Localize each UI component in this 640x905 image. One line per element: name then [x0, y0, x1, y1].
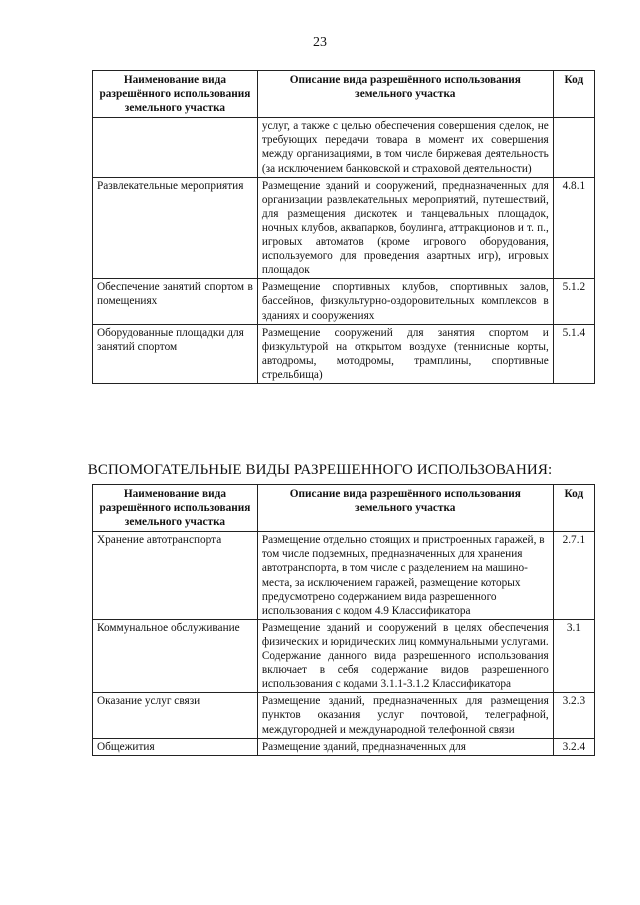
use-description: Размещение сооружений для занятия спортом и физкультурой на открытом воздухе (теннисные корты, автодромы, мотодромы, трамплины, спортивные стрельбища): [257, 324, 553, 383]
header-code: Код: [553, 485, 594, 532]
table-row: [93, 693, 595, 738]
use-name: Оборудованные площадки для занятий спортом: [93, 324, 258, 383]
use-description: услуг, а также с целью обеспечения совершения сделок, не требующих передачи товара в момент их совершения между организациями, в том числе биржевая деятельность (за исключением банковской и страховой деятельности): [257, 118, 553, 177]
table-row: [93, 532, 595, 620]
use-name: Хранение автотранспорта: [93, 532, 258, 620]
use-code: 2.7.1: [553, 532, 594, 620]
use-description: Размещение зданий и сооружений, предназначенных для организации развлекательных мероприятий, путешествий, для размещения дискотек и танцевальных площадок, ночных клубов, аквапарков, боулинга, аттракционов и т. п., игровых автоматов (кроме игрового оборудования, используемого для проведения азартных игр), игровых площадок: [257, 177, 553, 279]
use-code: 5.1.2: [553, 279, 594, 324]
header-name: Наименование вида разрешённого использования земельного участка: [93, 71, 258, 118]
use-code: 3.2.4: [553, 738, 594, 755]
use-name: Обеспечение занятий спортом в помещениях: [93, 279, 258, 324]
use-code: 3.1: [553, 619, 594, 692]
header-code: Код: [553, 71, 594, 118]
table-row: [93, 279, 595, 324]
table-row: [93, 619, 595, 692]
use-code: 5.1.4: [553, 324, 594, 383]
header-name: Наименование вида разрешённого использования земельного участка: [93, 485, 258, 532]
use-code: 4.8.1: [553, 177, 594, 279]
use-code: [553, 118, 594, 177]
use-name: Оказание услуг связи: [93, 693, 258, 738]
table-row: [93, 324, 595, 383]
use-description: Размещение зданий, предназначенных для размещения пунктов оказания услуг почтовой, телеграфной, междугородней и международной телефонной связи: [257, 693, 553, 738]
auxiliary-permitted-use-table: [92, 484, 595, 756]
table-row: [93, 738, 595, 755]
aux-section-title: ВСПОМОГАТЕЛЬНЫЕ ВИДЫ РАЗРЕШЕННОГО ИСПОЛЬЗОВАНИЯ:: [87, 462, 553, 478]
main-permitted-use-table: [92, 70, 595, 384]
use-name: Общежития: [93, 738, 258, 755]
use-name: [93, 118, 258, 177]
use-description: Размещение зданий и сооружений в целях обеспечения физических и юридических лиц коммунальными услугами. Содержание данного вида разрешенного использования включает в себя содержание видов разрешенного использования с кодами 3.1.1-3.1.2 Классификатора: [257, 619, 553, 692]
use-name: Развлекательные мероприятия: [93, 177, 258, 279]
table-header-row: [93, 71, 595, 118]
use-code: 3.2.3: [553, 693, 594, 738]
header-description: Описание вида разрешённого использования земельного участка: [257, 71, 553, 118]
table-row: [93, 177, 595, 279]
use-description: Размещение отдельно стоящих и пристроенных гаражей, в том числе подземных, предназначенных для хранения автотранспорта, в том числе с разделением на машино-места, за исключением гаражей, размещение которых предусмотрено содержанием вида разрешенного использования с кодом 4.9 Классификатора: [257, 532, 553, 620]
table-row: [93, 118, 595, 177]
use-description: Размещение спортивных клубов, спортивных залов, бассейнов, физкультурно-оздоровительных комплексов в зданиях и сооружениях: [257, 279, 553, 324]
use-name: Коммунальное обслуживание: [93, 619, 258, 692]
page-number: 23: [313, 35, 327, 50]
use-description: Размещение зданий, предназначенных для: [257, 738, 553, 755]
header-description: Описание вида разрешённого использования земельного участка: [257, 485, 553, 532]
table-header-row: [93, 485, 595, 532]
